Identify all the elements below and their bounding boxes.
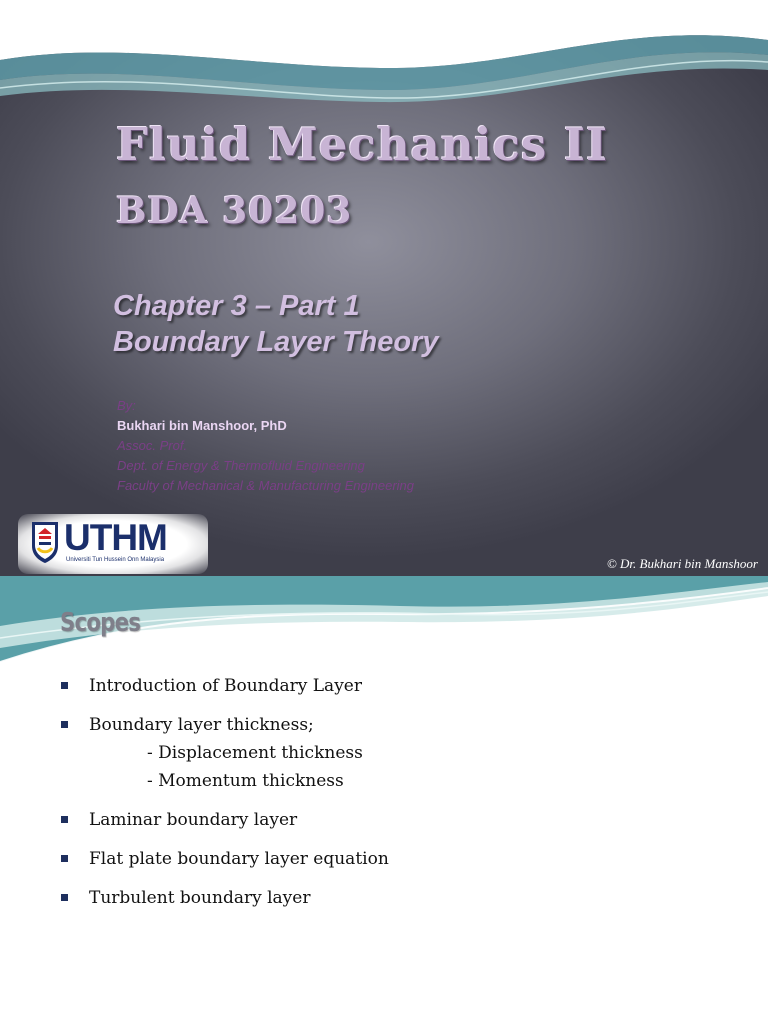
scopes-slide	[0, 576, 768, 1024]
author-department: Dept. of Energy & Thermofluid Engineering	[117, 458, 365, 473]
author-info	[117, 396, 414, 496]
square-bullet-icon	[61, 816, 68, 823]
list-item-label: Laminar boundary layer	[89, 810, 298, 830]
list-item	[60, 884, 389, 912]
list-item	[60, 845, 389, 873]
scope-list	[60, 672, 389, 923]
list-item	[60, 672, 389, 700]
square-bullet-icon	[61, 682, 68, 689]
sub-item: - Momentum thickness	[147, 771, 344, 791]
course-code: BDA 30203	[116, 190, 353, 232]
author-name: Bukhari bin Manshoor, PhD	[117, 418, 287, 433]
list-item-label: Turbulent boundary layer	[89, 888, 311, 908]
course-title: Fluid Mechanics II	[116, 118, 609, 171]
list-item-label: Introduction of Boundary Layer	[89, 676, 362, 696]
list-item-label: Boundary layer thickness;	[89, 715, 314, 735]
logo-wordmark: UTHM	[64, 517, 167, 558]
square-bullet-icon	[61, 855, 68, 862]
copyright-notice: © Dr. Bukhari bin Manshoor	[606, 556, 758, 571]
shield-icon	[30, 520, 60, 564]
list-item	[60, 806, 389, 834]
logo-tagline: Universiti Tun Hussein Onn Malaysia	[66, 557, 165, 563]
square-bullet-icon	[61, 894, 68, 901]
square-bullet-icon	[61, 721, 68, 728]
slide-title: Scopes	[60, 608, 141, 638]
author-faculty: Faculty of Mechanical & Manufacturing Engineering	[117, 478, 414, 493]
chapter-number: Chapter 3 – Part 1	[113, 290, 360, 322]
list-item-label: Flat plate boundary layer equation	[89, 849, 389, 869]
by-label: By:	[117, 398, 136, 413]
chapter-topic: Boundary Layer Theory	[113, 326, 439, 358]
sub-item: - Displacement thickness	[147, 743, 363, 763]
decorative-waves	[0, 0, 768, 110]
chapter-heading	[113, 288, 439, 360]
author-position: Assoc. Prof.	[117, 438, 188, 453]
uthm-logo	[18, 514, 208, 574]
list-item	[60, 711, 389, 795]
